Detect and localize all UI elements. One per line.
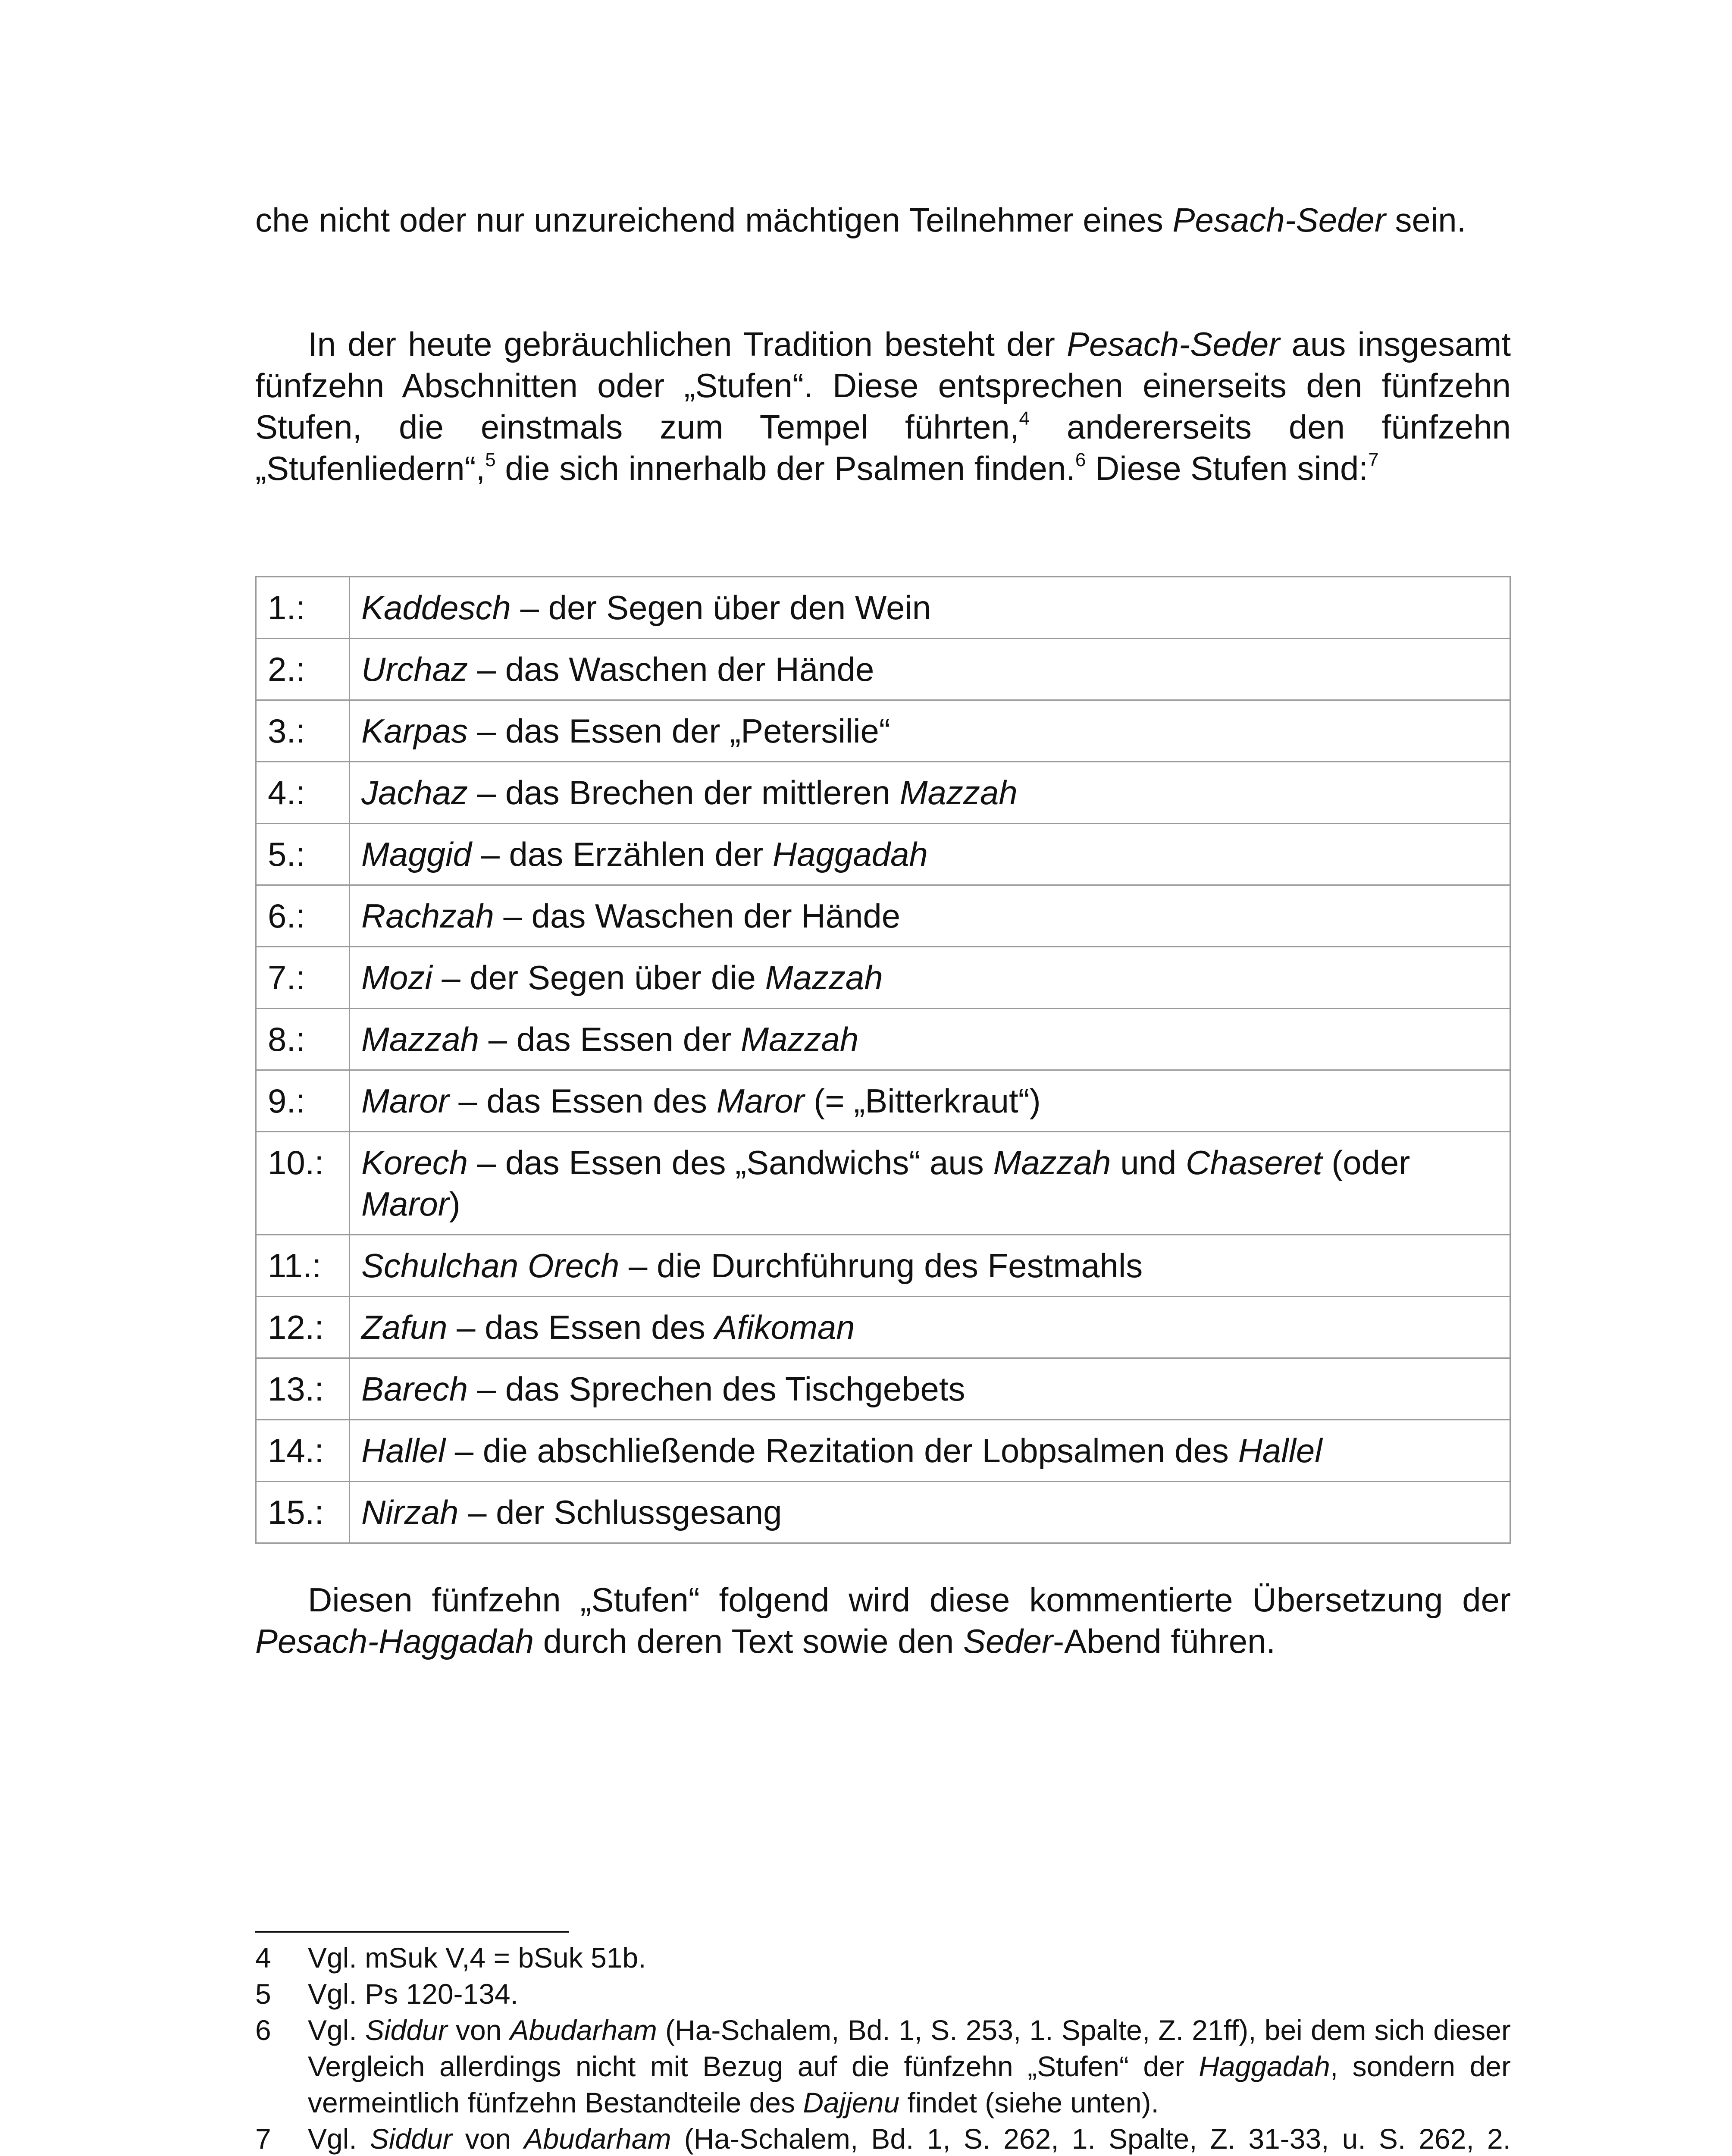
text-run: – das Erzählen der xyxy=(471,835,773,873)
text-run: ) xyxy=(449,1185,460,1223)
stage-description xyxy=(350,577,1510,639)
italic-term: Mazzah xyxy=(993,1144,1111,1181)
italic-term: Maror xyxy=(716,1082,805,1120)
footnote-ref: 6 xyxy=(1075,449,1086,470)
text-run: – das Essen der „Petersilie“ xyxy=(468,712,890,750)
stage-row xyxy=(256,1420,1510,1482)
stage-row xyxy=(256,639,1510,700)
italic-term: Chaseret xyxy=(1186,1144,1322,1181)
italic-term: Abudarham xyxy=(510,2014,657,2046)
text-run: (Ha-Schalem, Bd. 1, S. 253, 1. Spalte, Z. 21ff), bei dem sich dieser Vergleich allerdings nicht mit Bezug auf die fünfzehn „Stufen“ der xyxy=(308,2014,1511,2082)
stage-row xyxy=(256,885,1510,947)
stage-description xyxy=(350,885,1510,947)
footnote-text xyxy=(308,2121,1511,2156)
italic-term: Urchaz xyxy=(361,650,468,688)
stage-number: 8.: xyxy=(256,1009,350,1070)
text-run: – das Essen des „Sandwichs“ aus xyxy=(468,1144,993,1181)
stage-row xyxy=(256,1235,1510,1297)
footnote-ref: 5 xyxy=(485,449,496,470)
closing-paragraph xyxy=(255,1579,1511,1662)
italic-term: Rachzah xyxy=(361,897,494,935)
text-run: Diese Stufen sind: xyxy=(1086,449,1369,487)
stage-row xyxy=(256,1070,1510,1132)
footnote-separator xyxy=(255,1931,569,1933)
stage-description xyxy=(350,1070,1510,1132)
footnote-text xyxy=(308,1940,1511,1976)
stage-row xyxy=(256,947,1510,1009)
text-run: andererseits den fünfzehn „Stufenliedern“, xyxy=(255,408,1511,487)
italic-term: Siddur xyxy=(370,2123,452,2155)
stage-description xyxy=(350,1235,1510,1297)
text-run: – die Durchführung des Festmahls xyxy=(619,1247,1143,1285)
text-run: – das Waschen der Hände xyxy=(468,650,874,688)
text-run: die sich innerhalb der Psalmen finden. xyxy=(495,449,1075,487)
stage-number: 10.: xyxy=(256,1132,350,1235)
intro-paragraph xyxy=(255,199,1511,241)
stage-description xyxy=(350,1358,1510,1420)
stage-row xyxy=(256,1009,1510,1070)
stage-description xyxy=(350,639,1510,700)
stage-description xyxy=(350,700,1510,762)
footnote-number: 4 xyxy=(255,1942,271,1974)
stage-number: 2.: xyxy=(256,639,350,700)
footnote-number: 5 xyxy=(255,1978,271,2010)
italic-term: Afikoman xyxy=(714,1308,855,1346)
text-run: – das Essen des xyxy=(447,1308,715,1346)
italic-term: Kaddesch xyxy=(361,589,511,627)
text-run: von xyxy=(452,2123,524,2155)
text-run: Vgl. mSuk V,4 = bSuk 51b. xyxy=(308,1942,646,1974)
italic-term: Nirzah xyxy=(361,1493,459,1531)
text-run: – der Segen über die xyxy=(432,959,765,997)
italic-term: Maggid xyxy=(361,835,472,873)
footnote xyxy=(255,2012,1511,2121)
stage-description xyxy=(350,824,1510,885)
text-run: (= „Bitterkraut“) xyxy=(804,1082,1041,1120)
italic-term: Korech xyxy=(361,1144,468,1181)
italic-term: Barech xyxy=(361,1370,468,1408)
stage-number: 7.: xyxy=(256,947,350,1009)
text-run: che nicht oder nur unzureichend mächtigen Teilnehmer eines xyxy=(255,201,1173,239)
stage-description xyxy=(350,1009,1510,1070)
italic-term: Abudarham xyxy=(524,2123,671,2155)
italic-term: Siddur xyxy=(365,2014,448,2046)
italic-term: Zafun xyxy=(361,1308,448,1346)
italic-term: Dajjenu xyxy=(803,2087,900,2118)
italic-term: Pesach-Seder xyxy=(1172,201,1386,239)
stage-row xyxy=(256,577,1510,639)
text-run: findet (siehe unten). xyxy=(899,2087,1159,2118)
italic-term: Maror xyxy=(361,1082,449,1120)
stage-row xyxy=(256,824,1510,885)
footnote-number: 7 xyxy=(255,2123,271,2155)
stage-number: 5.: xyxy=(256,824,350,885)
stage-number: 6.: xyxy=(256,885,350,947)
italic-term: Seder xyxy=(963,1622,1053,1660)
italic-term: Mazzah xyxy=(765,959,883,997)
stages-intro-paragraph xyxy=(255,323,1511,489)
text-run: – der Schlussgesang xyxy=(458,1493,782,1531)
stage-description xyxy=(350,1132,1510,1235)
italic-term: Hallel xyxy=(361,1432,446,1470)
stage-number: 4.: xyxy=(256,762,350,824)
footnotes xyxy=(255,1940,1511,2156)
italic-term: Karpas xyxy=(361,712,468,750)
stage-row xyxy=(256,1132,1510,1235)
text-run: und xyxy=(1111,1144,1186,1181)
italic-term: Maror xyxy=(361,1185,449,1223)
stage-row xyxy=(256,700,1510,762)
italic-term: Haggadah xyxy=(772,835,928,873)
footnote-number: 6 xyxy=(255,2014,271,2046)
italic-term: Mozi xyxy=(361,959,432,997)
italic-term: Mazzah xyxy=(899,774,1018,812)
text-run: – das Essen der xyxy=(479,1020,741,1058)
stage-description xyxy=(350,1482,1510,1543)
stage-description xyxy=(350,1420,1510,1482)
footnote xyxy=(255,1940,1511,1976)
text-run: Vgl. xyxy=(308,2014,365,2046)
stage-number: 15.: xyxy=(256,1482,350,1543)
stage-row xyxy=(256,1482,1510,1543)
italic-term: Schulchan Orech xyxy=(361,1247,620,1285)
stage-number: 12.: xyxy=(256,1297,350,1358)
footnote xyxy=(255,1976,1511,2012)
stage-description xyxy=(350,947,1510,1009)
stage-row xyxy=(256,762,1510,824)
text-run: -Abend führen. xyxy=(1053,1622,1276,1660)
text-run: sein. xyxy=(1385,201,1466,239)
footnote xyxy=(255,2121,1511,2156)
stage-number: 9.: xyxy=(256,1070,350,1132)
stage-description xyxy=(350,1297,1510,1358)
italic-term: Mazzah xyxy=(741,1020,859,1058)
text-run: – die abschließende Rezitation der Lobpsalmen des xyxy=(445,1432,1238,1470)
seder-stages-body xyxy=(256,577,1510,1543)
text-run: Vgl. xyxy=(308,2123,370,2155)
text-run: Diesen fünfzehn „Stufen“ folgend wird diese kommentierte Übersetzung der xyxy=(308,1581,1511,1619)
text-run: , sondern der vermeintlich fünfzehn Bestandteile des xyxy=(308,2050,1511,2118)
text-run: durch deren Text sowie den xyxy=(534,1622,963,1660)
text-run: – das Essen des xyxy=(449,1082,717,1120)
text-run: – das Waschen der Hände xyxy=(494,897,901,935)
text-run: In der heute gebräuchlichen Tradition besteht der xyxy=(308,325,1067,363)
text-run: – das Brechen der mittleren xyxy=(468,774,900,812)
footnote-ref: 4 xyxy=(1019,408,1030,429)
text-run: aus insgesamt fünfzehn Abschnitten oder „Stufen“. Diese entsprechen einerseits den fünfzehn Stufen, die einstmals zum Tempel führten, xyxy=(255,325,1511,446)
stage-number: 11.: xyxy=(256,1235,350,1297)
stage-row xyxy=(256,1358,1510,1420)
stage-number: 1.: xyxy=(256,577,350,639)
stage-number: 13.: xyxy=(256,1358,350,1420)
footnote-ref: 7 xyxy=(1368,449,1379,470)
stage-number: 3.: xyxy=(256,700,350,762)
text-run: – das Sprechen des Tischgebets xyxy=(468,1370,965,1408)
stage-number: 14.: xyxy=(256,1420,350,1482)
text-run: – der Segen über den Wein xyxy=(511,589,931,627)
italic-term: Haggadah xyxy=(1199,2050,1330,2082)
italic-term: Mazzah xyxy=(361,1020,479,1058)
text-run: Vgl. Ps 120-134. xyxy=(308,1978,518,2010)
text-run: (oder xyxy=(1322,1144,1410,1181)
footnote-text xyxy=(308,1976,1511,2012)
seder-stages-table xyxy=(255,576,1511,1544)
italic-term: Jachaz xyxy=(361,774,468,812)
text-run: von xyxy=(447,2014,510,2046)
italic-term: Pesach-Seder xyxy=(1067,325,1280,363)
stage-row xyxy=(256,1297,1510,1358)
italic-term: Hallel xyxy=(1238,1432,1322,1470)
text-run: (Ha-Schalem, Bd. 1, S. 262, 1. Spalte, Z. 31-33, u. S. 262, 2. xyxy=(684,2123,1511,2155)
footnote-text xyxy=(308,2012,1511,2121)
stage-description xyxy=(350,762,1510,824)
italic-term: Pesach-Haggadah xyxy=(255,1622,534,1660)
